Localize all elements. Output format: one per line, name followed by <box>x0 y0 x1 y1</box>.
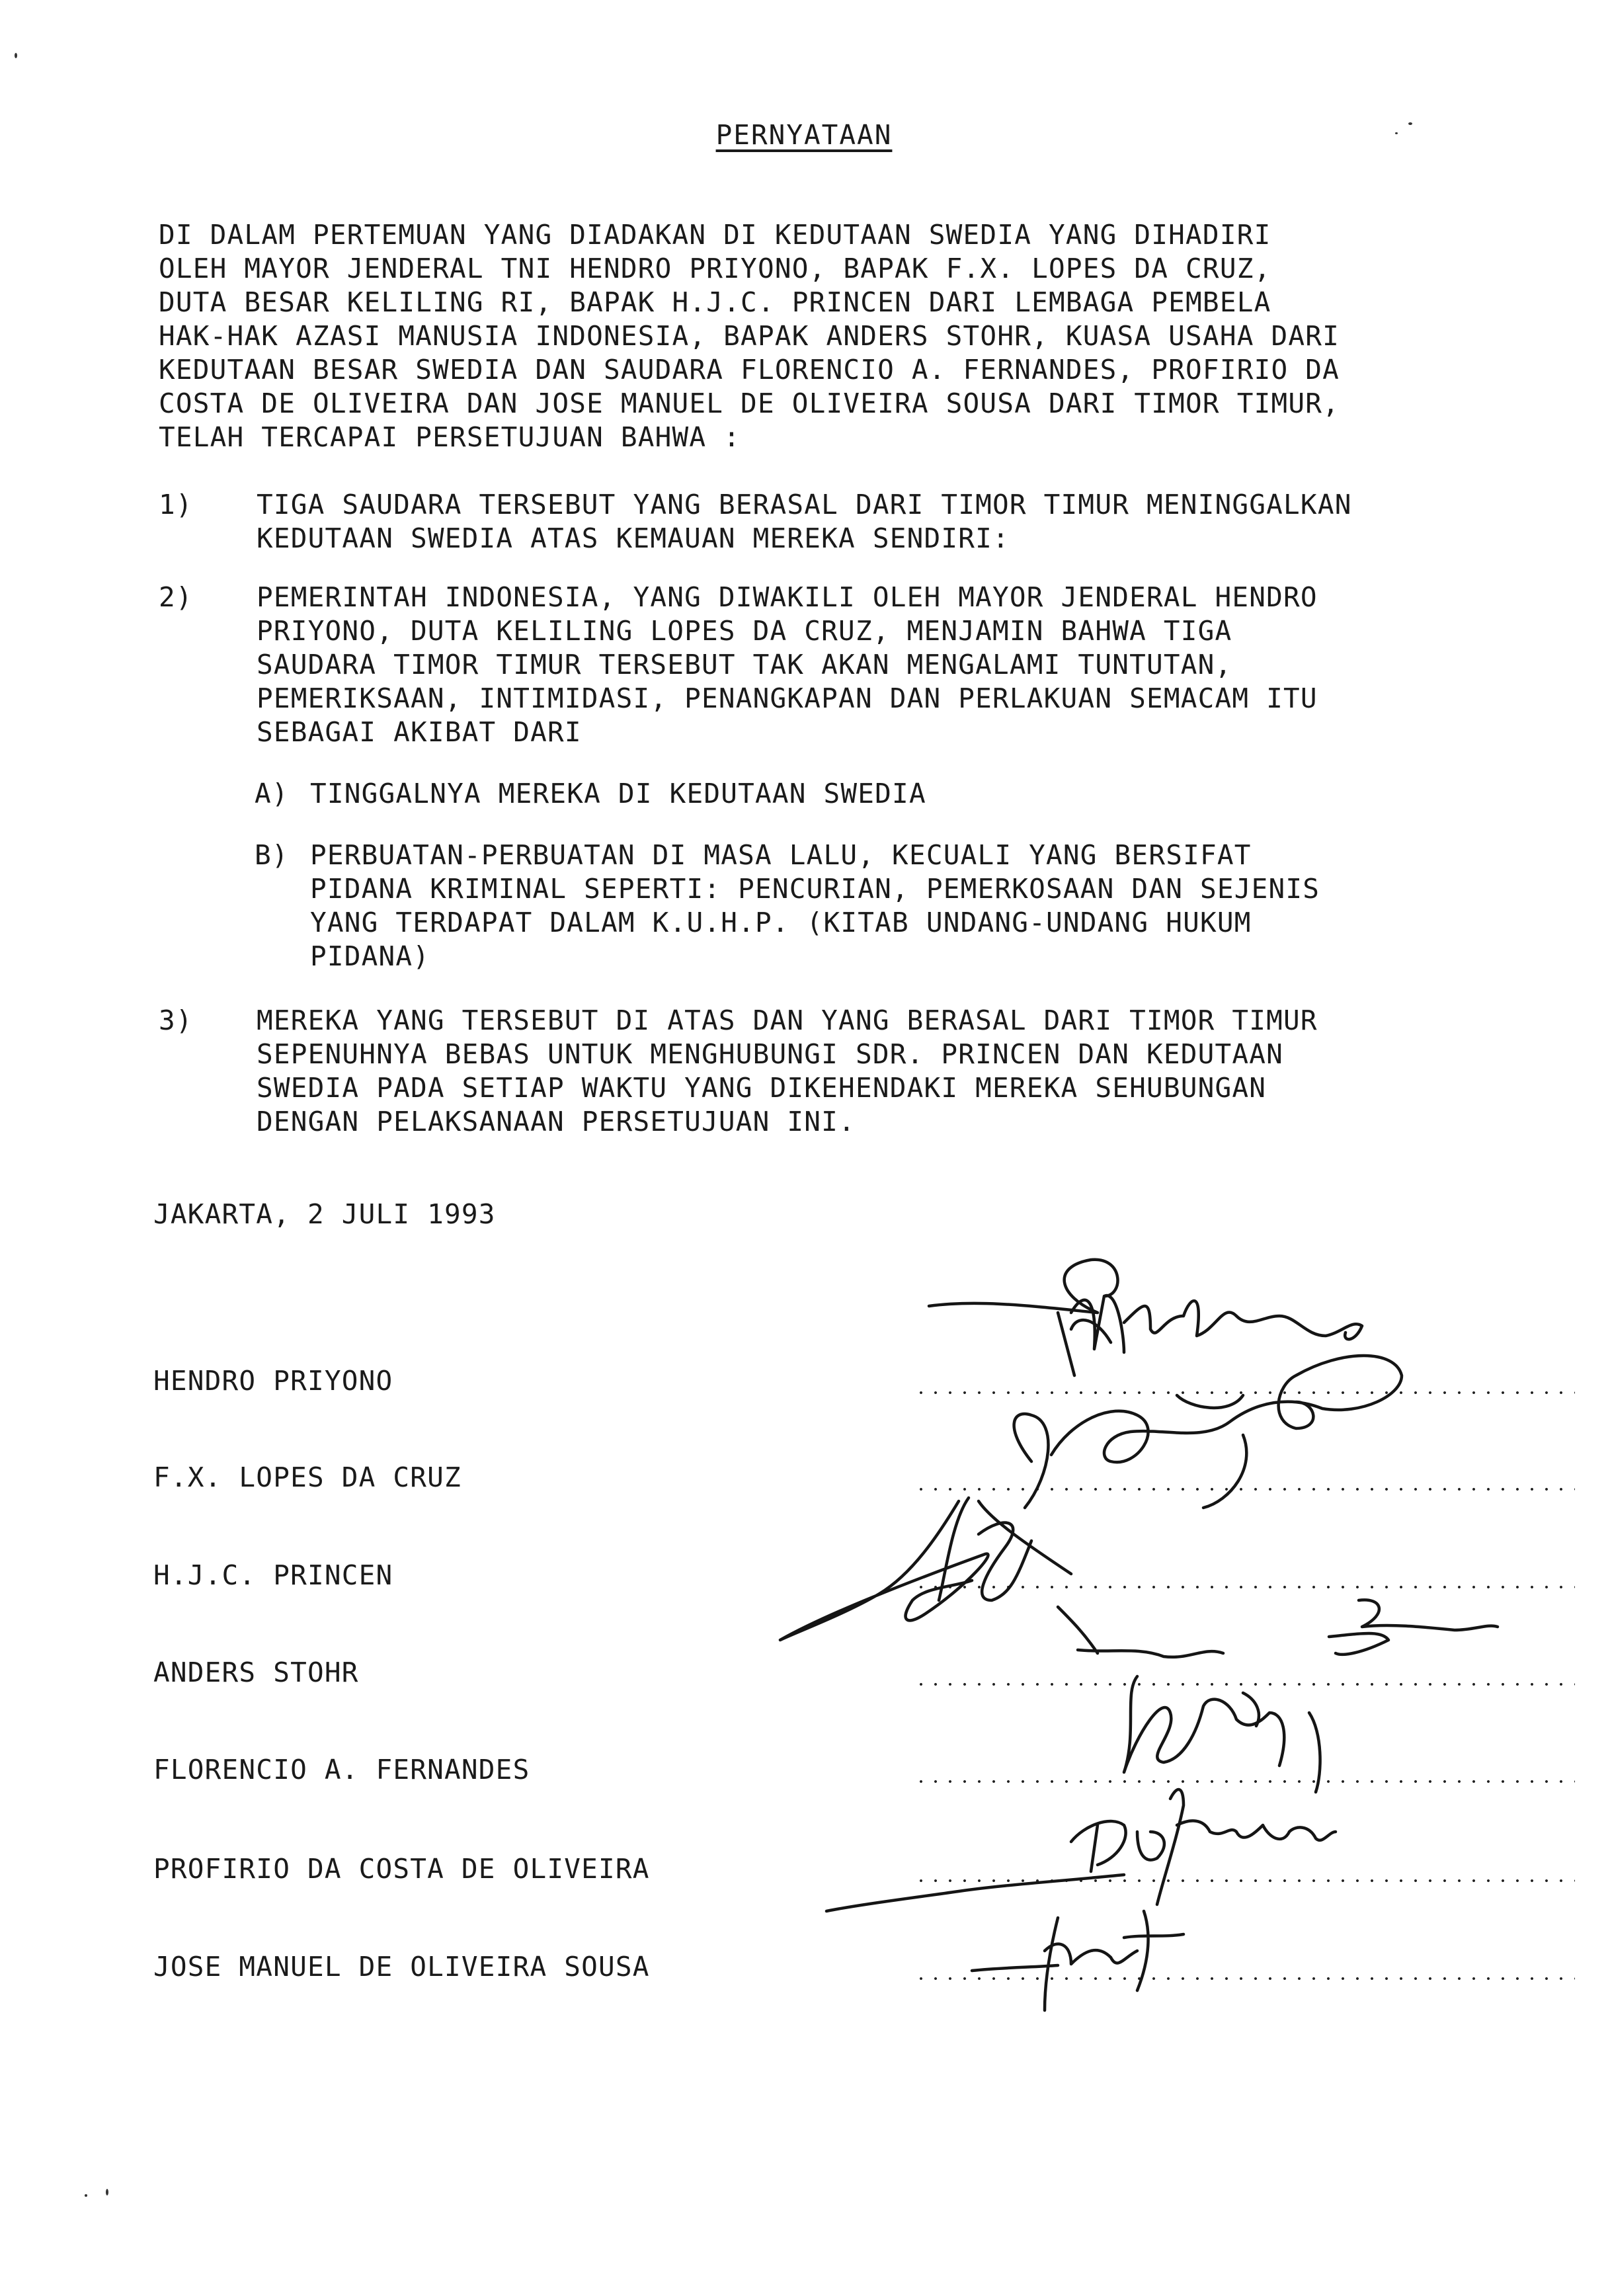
subclause-letter: A) <box>255 778 289 809</box>
signatory-name: H.J.C. PRINCEN <box>153 1559 393 1591</box>
signature-line <box>914 1977 1575 1980</box>
clause-number: 2) <box>159 581 193 613</box>
clause-text: MEREKA YANG TERSEBUT DI ATAS DAN YANG BERASAL DARI TIMOR TIMUR SEPENUHNYA BEBAS UNTUK MENGHUBUNGI SDR. PRINCEN DAN KEDUTAAN SWEDIA PADA SETIAP WAKTU YANG DIKEHENDAKI MEREKA SEHUBUNGAN DENGAN PELAKSANAAN PERSETUJUAN INI. <box>257 1004 1318 1137</box>
signatory-name: JOSE MANUEL DE OLIVEIRA SOUSA <box>153 1951 650 1983</box>
signatory-row <box>153 1559 1575 1599</box>
document-title: PERNYATAAN <box>715 119 893 151</box>
signatory-row <box>153 1461 1575 1501</box>
clause-number: 1) <box>159 489 193 520</box>
signature-hendro-priyono-stroke <box>1071 1320 1111 1342</box>
signatory-name: ANDERS STOHR <box>153 1657 359 1688</box>
place-date: JAKARTA, 2 JULI 1993 <box>153 1198 496 1230</box>
scan-speck <box>106 2189 108 2195</box>
signature-line <box>914 1780 1575 1783</box>
intro-paragraph: DI DALAM PERTEMUAN YANG DIADAKAN DI KEDUTAAN SWEDIA YANG DIHADIRI OLEH MAYOR JENDERAL TNI HENDRO PRIYONO, BAPAK F.X. LOPES DA CRUZ, DUTA BESAR KELILING RI, BAPAK H.J.C. PRINCEN DARI LEMBAGA PEMBELA HAK-HAK AZASI MANUSIA INDONESIA, BAPAK ANDERS STOHR, KUASA USAHA DARI KEDUTAAN BESAR SWEDIA DAN SAUDARA FLORENCIO A. FERNANDES, PROFIRIO DA COSTA DE OLIVEIRA DAN JOSE MANUEL DE OLIVEIRA SOUSA DARI TIMOR TIMUR, TELAH TERCAPAI PERSETUJUAN BAHWA : <box>159 219 1340 453</box>
signatory-row <box>153 1657 1575 1696</box>
signature-line <box>914 1879 1575 1882</box>
signatory-name: PROFIRIO DA COSTA DE OLIVEIRA <box>153 1853 650 1885</box>
signature-line <box>914 1391 1575 1394</box>
signatory-row <box>153 1853 1575 1893</box>
signatory-name: F.X. LOPES DA CRUZ <box>153 1461 462 1493</box>
signature-anders-stohr <box>1058 1600 1498 1657</box>
clause-number: 3) <box>159 1004 193 1036</box>
signature-profirio <box>826 1789 1336 1911</box>
scan-speck <box>1395 132 1398 134</box>
signatory-row <box>153 1754 1575 1793</box>
signature-hendro-priyono <box>929 1260 1362 1375</box>
scan-speck <box>85 2194 87 2197</box>
signatory-name: HENDRO PRIYONO <box>153 1365 393 1397</box>
scan-speck <box>15 53 17 58</box>
signature-line <box>914 1488 1575 1491</box>
clause-text: PEMERINTAH INDONESIA, YANG DIWAKILI OLEH MAYOR JENDERAL HENDRO PRIYONO, DUTA KELILING LOPES DA CRUZ, MENJAMIN BAHWA TIGA SAUDARA TIMOR TIMUR TERSEBUT TAK AKAN MENGALAMI TUNTUTAN, PEMERIKSAAN, INTIMIDASI, PENANGKAPAN DAN PERLAKUAN SEMACAM ITU SEBAGAI AKIBAT DARI <box>257 581 1318 748</box>
signatory-row <box>153 1951 1575 1990</box>
scan-speck <box>1408 122 1412 125</box>
subclause-text: TINGGALNYA MEREKA DI KEDUTAAN SWEDIA <box>310 778 926 809</box>
signature-line <box>914 1683 1575 1686</box>
signatory-name: FLORENCIO A. FERNANDES <box>153 1754 530 1785</box>
clause-text: TIGA SAUDARA TERSEBUT YANG BERASAL DARI TIMOR TIMUR MENINGGALKAN KEDUTAAN SWEDIA ATAS KEMAUAN MEREKA SENDIRI: <box>257 489 1352 554</box>
signature-line <box>914 1586 1575 1588</box>
subclause-letter: B) <box>255 839 289 871</box>
subclause-text: PERBUATAN-PERBUATAN DI MASA LALU, KECUALI YANG BERSIFAT PIDANA KRIMINAL SEPERTI: PENCURIAN, PEMERKOSAAN DAN SEJENIS YANG TERDAPAT DALAM K.U.H.P. (KITAB UNDANG-UNDANG HUKUM PIDANA) <box>310 839 1320 972</box>
signatory-row <box>153 1365 1575 1405</box>
